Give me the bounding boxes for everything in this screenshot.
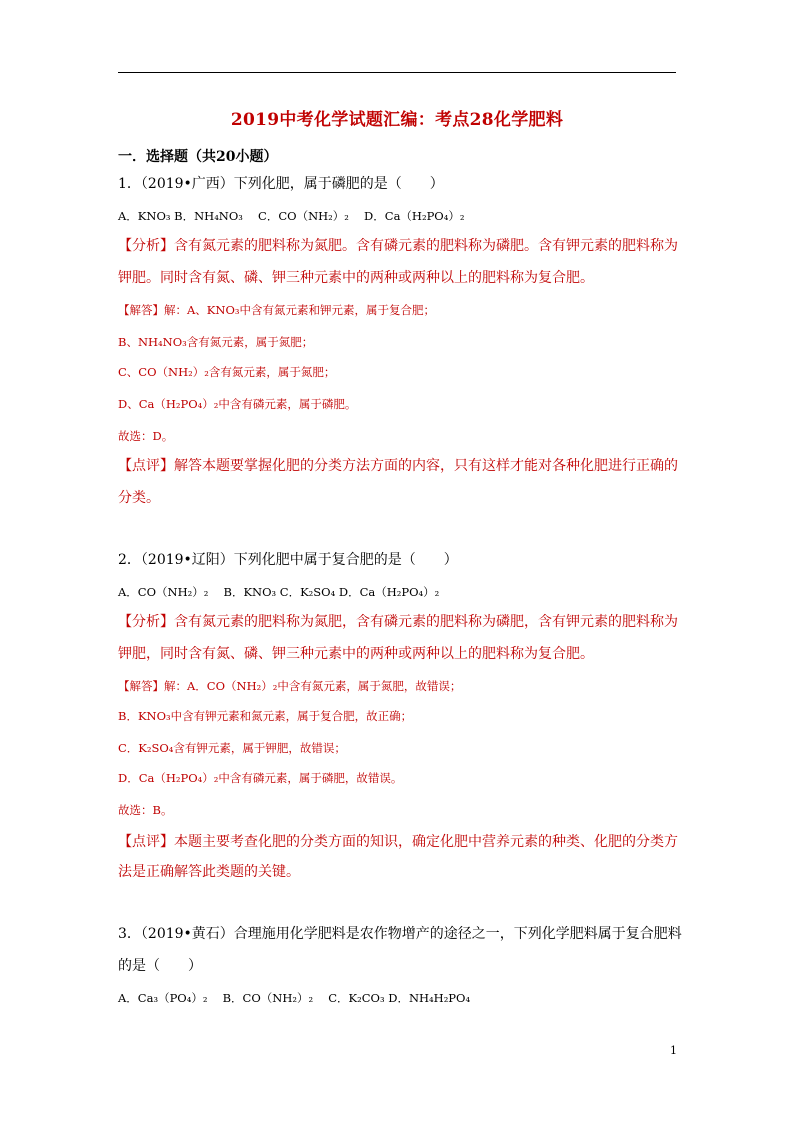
question-2-analysis-cont: 钾肥，同时含有氮、磷、钾三种元素中的两种或两种以上的肥料称为复合肥。 — [118, 646, 594, 662]
question-3-options: A．Ca₃（PO₄）₂ B．CO（NH₂）₂ C．K₂CO₃ D．NH₄H₂PO₄ — [118, 991, 471, 1005]
question-1-answer-d: D、Ca（H₂PO₄）₂中含有磷元素，属于磷肥。 — [118, 397, 357, 411]
question-2-answer-c: C．K₂SO₄含有钾元素，属于钾肥，故错误； — [118, 741, 346, 755]
question-2-answer-b: B．KNO₃中含有钾元素和氮元素，属于复合肥，故正确； — [118, 709, 413, 723]
question-2-answer: 【解答】解：A．CO（NH₂）₂中含有氮元素，属于氮肥，故错误； — [118, 679, 462, 693]
question-1-comment-cont: 分类。 — [118, 490, 160, 506]
question-2-stem: 2．（2019•辽阳）下列化肥中属于复合肥的是（ ） — [118, 552, 458, 568]
question-2-options: A．CO（NH₂）₂ B．KNO₃ C．K₂SO₄ D．Ca（H₂PO₄）₂ — [118, 585, 440, 599]
header-rule — [118, 72, 676, 73]
question-3-stem: 3．（2019•黄石）合理施用化学肥料是农作物增产的途径之一，下列化学肥料属于复合肥料 — [118, 926, 682, 942]
question-1-analysis-cont: 钾肥。同时含有氮、磷、钾三种元素中的两种或两种以上的肥料称为复合肥。 — [118, 270, 594, 286]
question-2-analysis: 【分析】含有氮元素的肥料称为氮肥，含有磷元素的肥料称为磷肥，含有钾元素的肥料称为 — [118, 614, 678, 630]
page-title: 2019中考化学试题汇编：考点28化学肥料 — [230, 110, 564, 130]
question-2-comment: 【点评】本题主要考查化肥的分类方面的知识，确定化肥中营养元素的种类、化肥的分类方 — [118, 834, 678, 850]
page-number: 1 — [670, 1044, 677, 1057]
question-2-answer-d: D．Ca（H₂PO₄）₂中含有磷元素，属于磷肥，故错误。 — [118, 771, 403, 785]
question-1-answer-c: C、CO（NH₂）₂含有氮元素，属于氮肥； — [118, 365, 336, 379]
question-1-analysis: 【分析】含有氮元素的肥料称为氮肥。含有磷元素的肥料称为磷肥。含有钾元素的肥料称为 — [118, 238, 678, 254]
question-1-comment: 【点评】解答本题要掌握化肥的分类方法方面的内容，只有这样才能对各种化肥进行正确的 — [118, 458, 678, 474]
question-1-choice: 故选：D。 — [118, 429, 174, 443]
question-1-stem: 1．（2019•广西）下列化肥，属于磷肥的是（ ） — [118, 176, 444, 192]
question-1-answer: 【解答】解：A、KNO₃中含有氮元素和钾元素，属于复合肥； — [118, 303, 435, 317]
question-1-options: A．KNO₃ B．NH₄NO₃ C．CO（NH₂）₂ D．Ca（H₂PO₄）₂ — [118, 209, 465, 223]
question-2-comment-cont: 法是正确解答此类题的关键。 — [118, 864, 300, 880]
question-2-choice: 故选：B。 — [118, 803, 173, 817]
question-1-answer-b: B、NH₄NO₃含有氮元素，属于氮肥； — [118, 335, 314, 349]
question-3-stem-cont: 的是（ ） — [118, 958, 202, 974]
section-heading: 一．选择题（共20小题） — [118, 149, 278, 165]
